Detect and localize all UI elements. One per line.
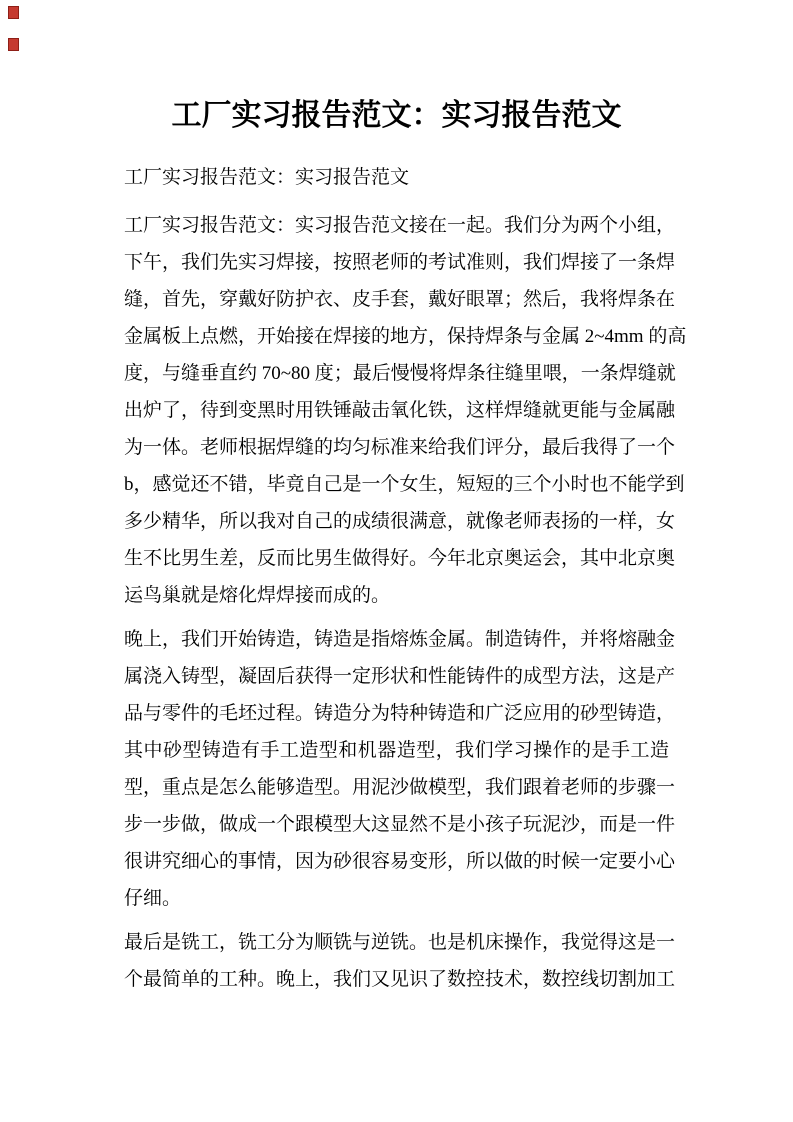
text-line: 很讲究细心的事情，因为砂很容易变形，所以做的时候一定要小心: [124, 851, 676, 872]
text-line: 最后是铣工，铣工分为顺铣与逆铣。也是机床操作，我觉得这是一: [124, 932, 676, 953]
text-line: 出炉了，待到变黑时用铁锤敲击氧化铁，这样焊缝就更能与金属融: [124, 400, 676, 421]
text-line: 个最简单的工种。晚上，我们又见识了数控技术，数控线切割加工: [124, 969, 676, 990]
paragraph: [124, 924, 676, 998]
text-line: 生不比男生差，反而比男生做得好。今年北京奥运会，其中北京奥: [124, 548, 676, 569]
text-line: 型，重点是怎么能够造型。用泥沙做模型，我们跟着老师的步骤一: [124, 777, 676, 798]
text-line: 缝，首先，穿戴好防护衣、皮手套，戴好眼罩；然后，我将焊条在: [124, 289, 676, 310]
document-subtitle: 工厂实习报告范文：实习报告范文: [124, 167, 410, 188]
text-line: 工厂实习报告范文：实习报告范文接在一起。我们分为两个小组，: [124, 215, 676, 236]
text-line: 属浇入铸型，凝固后获得一定形状和性能铸件的成型方法，这是产: [124, 666, 676, 687]
text-line: 为一体。老师根据焊缝的均匀标准来给我们评分，最后我得了一个: [124, 437, 676, 458]
red-mark-icon: [8, 6, 19, 19]
paragraph: [124, 207, 687, 614]
red-mark-icon: [8, 38, 19, 51]
text-line: 品与零件的毛坯过程。铸造分为特种铸造和广泛应用的砂型铸造，: [124, 703, 676, 724]
text-line: 度，与缝垂直约 70~80 度；最后慢慢将焊条往缝里喂，一条焊缝就: [124, 363, 676, 384]
text-line: 其中砂型铸造有手工造型和机器造型，我们学习操作的是手工造: [124, 740, 669, 761]
document-title: 工厂实习报告范文：实习报告范文: [171, 99, 622, 132]
text-line: 步一步做，做成一个跟模型大这显然不是小孩子玩泥沙，而是一件: [124, 814, 676, 835]
text-line: 多少精华，所以我对自己的成绩很满意，就像老师表扬的一样，女: [124, 511, 676, 532]
text-line: 运鸟巢就是熔化焊焊接而成的。: [124, 585, 391, 606]
text-line: 金属板上点燃，开始接在焊接的地方，保持焊条与金属 2~4mm 的高: [124, 326, 687, 347]
text-line: 仔细。: [124, 888, 182, 909]
document-body: [124, 207, 687, 998]
text-line: 晚上，我们开始铸造，铸造是指熔炼金属。制造铸件，并将熔融金: [124, 629, 676, 650]
text-line: 下午，我们先实习焊接，按照老师的考试准则，我们焊接了一条焊: [124, 252, 676, 273]
text-line: b，感觉还不错，毕竟自己是一个女生，短短的三个小时也不能学到: [124, 474, 685, 495]
paragraph: [124, 621, 676, 917]
